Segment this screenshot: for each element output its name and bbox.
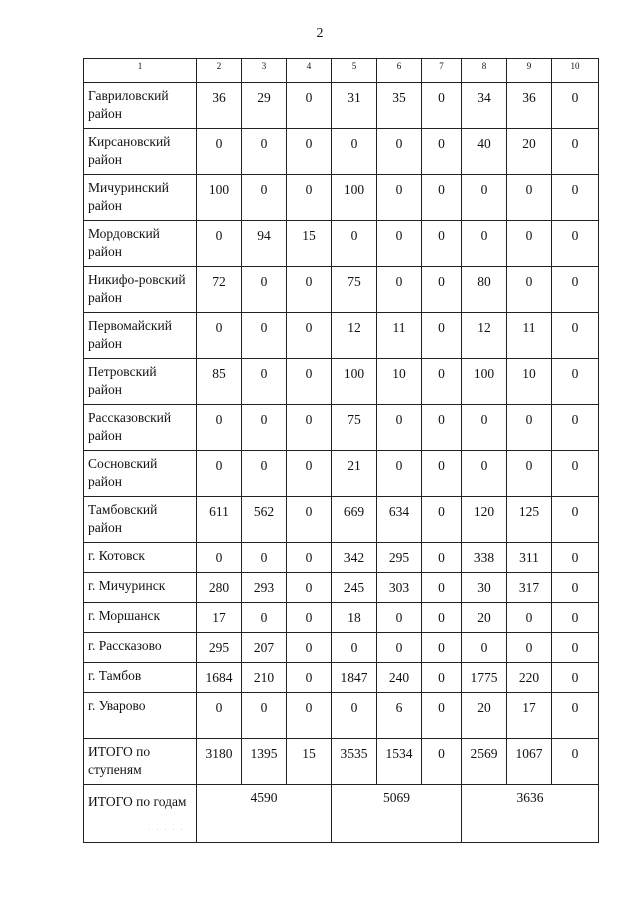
value-cell: 0 xyxy=(287,313,332,359)
value-cell: 0 xyxy=(422,83,462,129)
total-steps-value: 15 xyxy=(287,739,332,785)
page-number: 2 xyxy=(316,26,324,41)
value-cell: 0 xyxy=(287,663,332,693)
total-steps-value: 1067 xyxy=(507,739,552,785)
value-cell: 311 xyxy=(507,543,552,573)
value-cell: 0 xyxy=(242,313,287,359)
total-years-label: ИТОГО по годам xyxy=(84,785,197,843)
value-cell: 40 xyxy=(462,129,507,175)
value-cell: 0 xyxy=(242,405,287,451)
value-cell: 29 xyxy=(242,83,287,129)
value-cell: 0 xyxy=(552,633,599,663)
value-cell: 342 xyxy=(332,543,377,573)
value-cell: 303 xyxy=(377,573,422,603)
value-cell: 0 xyxy=(422,497,462,543)
value-cell: 0 xyxy=(552,267,599,313)
value-cell: 1684 xyxy=(197,663,242,693)
value-cell: 0 xyxy=(287,129,332,175)
value-cell: 0 xyxy=(242,359,287,405)
table-row xyxy=(84,359,599,405)
value-cell: 15 xyxy=(287,221,332,267)
total-steps-value: 0 xyxy=(422,739,462,785)
value-cell: 0 xyxy=(507,221,552,267)
value-cell: 100 xyxy=(332,359,377,405)
total-year-value: 3636 xyxy=(462,785,599,843)
value-cell: 611 xyxy=(197,497,242,543)
district-name: г. Уварово xyxy=(84,693,197,739)
value-cell: 0 xyxy=(287,543,332,573)
table-row xyxy=(84,313,599,359)
column-number-10: 10 xyxy=(552,59,599,83)
value-cell: 0 xyxy=(552,573,599,603)
value-cell: 0 xyxy=(507,633,552,663)
value-cell: 12 xyxy=(462,313,507,359)
table-row xyxy=(84,175,599,221)
value-cell: 0 xyxy=(197,221,242,267)
value-cell: 34 xyxy=(462,83,507,129)
value-cell: 0 xyxy=(552,129,599,175)
value-cell: 0 xyxy=(552,359,599,405)
value-cell: 12 xyxy=(332,313,377,359)
value-cell: 0 xyxy=(197,543,242,573)
table-row xyxy=(84,451,599,497)
value-cell: 11 xyxy=(507,313,552,359)
column-number-4: 4 xyxy=(287,59,332,83)
value-cell: 0 xyxy=(242,693,287,739)
column-number-2: 2 xyxy=(197,59,242,83)
scan-smudge: · · · · · xyxy=(148,826,185,834)
value-cell: 6 xyxy=(377,693,422,739)
column-number-1: 1 xyxy=(84,59,197,83)
value-cell: 20 xyxy=(462,603,507,633)
column-number-6: 6 xyxy=(377,59,422,83)
value-cell: 0 xyxy=(242,129,287,175)
value-cell: 210 xyxy=(242,663,287,693)
column-number-7: 7 xyxy=(422,59,462,83)
total-steps-label: ИТОГО по ступеням xyxy=(84,739,197,785)
value-cell: 317 xyxy=(507,573,552,603)
district-name: г. Рассказово xyxy=(84,633,197,663)
value-cell: 0 xyxy=(507,175,552,221)
value-cell: 0 xyxy=(462,451,507,497)
district-name: Петровский район xyxy=(84,359,197,405)
value-cell: 240 xyxy=(377,663,422,693)
value-cell: 75 xyxy=(332,405,377,451)
table-body xyxy=(84,59,599,843)
value-cell: 0 xyxy=(287,405,332,451)
value-cell: 669 xyxy=(332,497,377,543)
value-cell: 0 xyxy=(507,405,552,451)
value-cell: 1847 xyxy=(332,663,377,693)
value-cell: 0 xyxy=(197,451,242,497)
value-cell: 0 xyxy=(242,451,287,497)
district-name: Сосновский район xyxy=(84,451,197,497)
value-cell: 295 xyxy=(377,543,422,573)
table-row xyxy=(84,83,599,129)
total-steps-row xyxy=(84,739,599,785)
column-number-9: 9 xyxy=(507,59,552,83)
value-cell: 0 xyxy=(422,573,462,603)
value-cell: 0 xyxy=(422,129,462,175)
value-cell: 10 xyxy=(507,359,552,405)
value-cell: 120 xyxy=(462,497,507,543)
table-row xyxy=(84,573,599,603)
value-cell: 0 xyxy=(552,497,599,543)
value-cell: 0 xyxy=(422,663,462,693)
value-cell: 0 xyxy=(377,221,422,267)
district-name: Гавриловский район xyxy=(84,83,197,129)
value-cell: 0 xyxy=(197,313,242,359)
value-cell: 85 xyxy=(197,359,242,405)
value-cell: 220 xyxy=(507,663,552,693)
value-cell: 100 xyxy=(332,175,377,221)
value-cell: 0 xyxy=(377,129,422,175)
value-cell: 72 xyxy=(197,267,242,313)
table-row xyxy=(84,267,599,313)
value-cell: 1775 xyxy=(462,663,507,693)
value-cell: 18 xyxy=(332,603,377,633)
district-table xyxy=(83,58,599,843)
value-cell: 0 xyxy=(422,543,462,573)
value-cell: 0 xyxy=(377,451,422,497)
total-steps-value: 1534 xyxy=(377,739,422,785)
value-cell: 0 xyxy=(552,313,599,359)
value-cell: 0 xyxy=(507,603,552,633)
value-cell: 0 xyxy=(422,175,462,221)
table-row xyxy=(84,603,599,633)
value-cell: 21 xyxy=(332,451,377,497)
value-cell: 0 xyxy=(552,405,599,451)
value-cell: 0 xyxy=(462,633,507,663)
value-cell: 20 xyxy=(507,129,552,175)
value-cell: 0 xyxy=(422,359,462,405)
value-cell: 634 xyxy=(377,497,422,543)
value-cell: 17 xyxy=(507,693,552,739)
value-cell: 0 xyxy=(287,359,332,405)
table-row xyxy=(84,543,599,573)
value-cell: 0 xyxy=(552,663,599,693)
column-number-3: 3 xyxy=(242,59,287,83)
district-name: г. Моршанск xyxy=(84,603,197,633)
value-cell: 0 xyxy=(462,221,507,267)
value-cell: 0 xyxy=(377,405,422,451)
district-name: г. Котовск xyxy=(84,543,197,573)
value-cell: 293 xyxy=(242,573,287,603)
value-cell: 245 xyxy=(332,573,377,603)
value-cell: 17 xyxy=(197,603,242,633)
district-name: Мордовский район xyxy=(84,221,197,267)
total-steps-value: 1395 xyxy=(242,739,287,785)
value-cell: 0 xyxy=(287,451,332,497)
value-cell: 0 xyxy=(332,129,377,175)
value-cell: 0 xyxy=(287,83,332,129)
value-cell: 0 xyxy=(332,221,377,267)
value-cell: 0 xyxy=(377,175,422,221)
value-cell: 0 xyxy=(287,267,332,313)
value-cell: 0 xyxy=(507,267,552,313)
value-cell: 0 xyxy=(422,313,462,359)
value-cell: 0 xyxy=(422,693,462,739)
value-cell: 36 xyxy=(507,83,552,129)
value-cell: 0 xyxy=(552,221,599,267)
district-name: Никифо-ровский район xyxy=(84,267,197,313)
value-cell: 20 xyxy=(462,693,507,739)
value-cell: 295 xyxy=(197,633,242,663)
value-cell: 10 xyxy=(377,359,422,405)
total-steps-value: 3535 xyxy=(332,739,377,785)
value-cell: 0 xyxy=(287,175,332,221)
district-name: Первомайский район xyxy=(84,313,197,359)
value-cell: 0 xyxy=(242,603,287,633)
value-cell: 100 xyxy=(462,359,507,405)
value-cell: 100 xyxy=(197,175,242,221)
value-cell: 0 xyxy=(197,129,242,175)
value-cell: 75 xyxy=(332,267,377,313)
value-cell: 0 xyxy=(242,267,287,313)
value-cell: 0 xyxy=(462,405,507,451)
value-cell: 0 xyxy=(507,451,552,497)
value-cell: 0 xyxy=(287,693,332,739)
value-cell: 0 xyxy=(332,693,377,739)
total-steps-value: 0 xyxy=(552,739,599,785)
value-cell: 338 xyxy=(462,543,507,573)
value-cell: 0 xyxy=(422,267,462,313)
total-year-value: 4590 xyxy=(197,785,332,843)
value-cell: 11 xyxy=(377,313,422,359)
district-name: Рассказовский район xyxy=(84,405,197,451)
value-cell: 0 xyxy=(197,693,242,739)
table-row xyxy=(84,633,599,663)
value-cell: 0 xyxy=(287,633,332,663)
total-year-value: 5069 xyxy=(332,785,462,843)
value-cell: 0 xyxy=(332,633,377,663)
value-cell: 280 xyxy=(197,573,242,603)
total-steps-value: 2569 xyxy=(462,739,507,785)
table-row xyxy=(84,221,599,267)
value-cell: 0 xyxy=(552,603,599,633)
value-cell: 0 xyxy=(552,693,599,739)
value-cell: 0 xyxy=(422,221,462,267)
value-cell: 562 xyxy=(242,497,287,543)
value-cell: 80 xyxy=(462,267,507,313)
value-cell: 0 xyxy=(422,633,462,663)
value-cell: 0 xyxy=(422,603,462,633)
column-number-5: 5 xyxy=(332,59,377,83)
table-row xyxy=(84,693,599,739)
value-cell: 30 xyxy=(462,573,507,603)
value-cell: 0 xyxy=(377,633,422,663)
value-cell: 0 xyxy=(287,573,332,603)
column-number-8: 8 xyxy=(462,59,507,83)
district-name: г. Мичуринск xyxy=(84,573,197,603)
total-steps-value: 3180 xyxy=(197,739,242,785)
district-name: Кирсановский район xyxy=(84,129,197,175)
table-row xyxy=(84,663,599,693)
value-cell: 0 xyxy=(462,175,507,221)
value-cell: 0 xyxy=(242,175,287,221)
value-cell: 125 xyxy=(507,497,552,543)
district-name: Тамбовский район xyxy=(84,497,197,543)
value-cell: 31 xyxy=(332,83,377,129)
value-cell: 207 xyxy=(242,633,287,663)
value-cell: 0 xyxy=(552,83,599,129)
value-cell: 0 xyxy=(552,175,599,221)
district-name: г. Тамбов xyxy=(84,663,197,693)
value-cell: 0 xyxy=(242,543,287,573)
value-cell: 0 xyxy=(422,405,462,451)
value-cell: 0 xyxy=(287,603,332,633)
value-cell: 0 xyxy=(422,451,462,497)
value-cell: 0 xyxy=(552,451,599,497)
value-cell: 0 xyxy=(377,267,422,313)
value-cell: 94 xyxy=(242,221,287,267)
header-row xyxy=(84,59,599,83)
value-cell: 0 xyxy=(377,603,422,633)
table-row xyxy=(84,405,599,451)
value-cell: 36 xyxy=(197,83,242,129)
value-cell: 0 xyxy=(287,497,332,543)
value-cell: 35 xyxy=(377,83,422,129)
value-cell: 0 xyxy=(552,543,599,573)
table-row xyxy=(84,129,599,175)
district-name: Мичуринский район xyxy=(84,175,197,221)
table-row xyxy=(84,497,599,543)
value-cell: 0 xyxy=(197,405,242,451)
